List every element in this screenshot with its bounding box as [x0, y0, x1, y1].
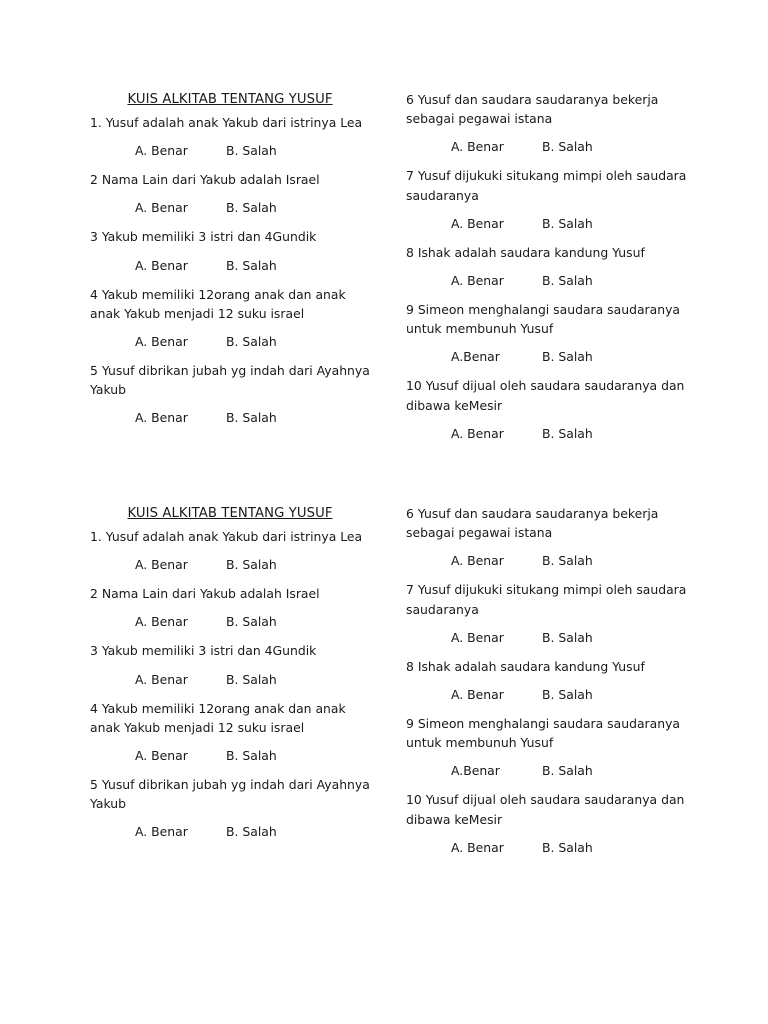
- question-4-options: [90, 746, 370, 765]
- question-2-options: [90, 198, 370, 217]
- option-b: B. Salah: [542, 687, 593, 703]
- question-10: 10 Yusuf dijual oleh saudara saudaranya dan dibawa keMesir: [406, 792, 685, 827]
- option-a: A. Benar: [135, 824, 188, 840]
- option-b: B. Salah: [542, 349, 593, 365]
- option-b: B. Salah: [542, 763, 593, 779]
- option-b: B. Salah: [226, 614, 277, 630]
- question-9-options: [406, 761, 696, 780]
- option-a: A. Benar: [135, 334, 188, 350]
- option-b: B. Salah: [226, 143, 277, 159]
- question-5-options: [90, 408, 370, 427]
- question-1-options: [90, 555, 370, 574]
- option-b: B. Salah: [226, 334, 277, 350]
- option-b: B. Salah: [542, 139, 593, 155]
- question-3: 3 Yakub memiliki 3 istri dan 4Gundik: [90, 643, 317, 659]
- question-7: 7 Yusuf dijukuki situkang mimpi oleh saudara saudaranya: [406, 582, 687, 617]
- option-a: A. Benar: [135, 614, 188, 630]
- option-b: B. Salah: [542, 553, 593, 569]
- option-a: A. Benar: [135, 200, 188, 216]
- question-8-options: [406, 271, 696, 290]
- question-10-options: [406, 838, 696, 857]
- question-4: 4 Yakub memiliki 12orang anak dan anak anak Yakub menjadi 12 suku israel: [90, 700, 346, 735]
- question-5-options: [90, 822, 370, 841]
- option-a: A. Benar: [451, 215, 504, 231]
- option-b: B. Salah: [542, 215, 593, 231]
- option-b: B. Salah: [226, 410, 277, 426]
- option-a: A.Benar: [451, 763, 500, 779]
- question-10-options: [406, 424, 696, 443]
- question-2: 2 Nama Lain dari Yakub adalah Israel: [90, 172, 320, 188]
- option-a: A. Benar: [135, 257, 188, 273]
- question-4-options: [90, 332, 370, 351]
- quiz-title: KUIS ALKITAB TENTANG YUSUF: [127, 506, 333, 521]
- question-1-options: [90, 141, 370, 160]
- option-a: A. Benar: [451, 273, 504, 289]
- question-8-options: [406, 685, 696, 704]
- option-b: B. Salah: [542, 273, 593, 289]
- question-5: 5 Yusuf dibrikan jubah yg indah dari Ayahnya Yakub: [90, 777, 370, 812]
- question-1: 1. Yusuf adalah anak Yakub dari istrinya Lea: [90, 115, 363, 130]
- option-b: B. Salah: [226, 257, 277, 273]
- option-b: B. Salah: [226, 824, 277, 840]
- option-a: A.Benar: [451, 349, 500, 365]
- option-b: B. Salah: [226, 748, 277, 764]
- quiz-title: KUIS ALKITAB TENTANG YUSUF: [127, 92, 333, 107]
- option-b: B. Salah: [226, 200, 277, 216]
- question-2: 2 Nama Lain dari Yakub adalah Israel: [90, 586, 320, 602]
- option-b: B. Salah: [542, 425, 593, 441]
- question-6-options: [406, 137, 696, 156]
- option-b: B. Salah: [542, 839, 593, 855]
- option-b: B. Salah: [226, 557, 277, 573]
- option-a: A. Benar: [135, 671, 188, 687]
- quiz-left-column: [90, 90, 370, 437]
- question-7-options: [406, 214, 696, 233]
- quiz-left-column: [90, 504, 370, 851]
- question-10: 10 Yusuf dijual oleh saudara saudaranya dan dibawa keMesir: [406, 378, 685, 413]
- question-1: 1. Yusuf adalah anak Yakub dari istrinya Lea: [90, 529, 363, 544]
- option-a: A. Benar: [451, 629, 504, 645]
- question-7-options: [406, 628, 696, 647]
- question-3-options: [90, 670, 370, 689]
- option-a: A. Benar: [135, 748, 188, 764]
- question-9: 9 Simeon menghalangi saudara saudaranya untuk membunuh Yusuf: [406, 716, 680, 751]
- question-3-options: [90, 256, 370, 275]
- question-4: 4 Yakub memiliki 12orang anak dan anak anak Yakub menjadi 12 suku israel: [90, 286, 346, 321]
- option-a: A. Benar: [135, 143, 188, 159]
- question-6-options: [406, 551, 696, 570]
- option-b: B. Salah: [226, 671, 277, 687]
- question-7: 7 Yusuf dijukuki situkang mimpi oleh saudara saudaranya: [406, 168, 687, 203]
- option-a: A. Benar: [135, 557, 188, 573]
- question-2-options: [90, 612, 370, 631]
- option-a: A. Benar: [451, 553, 504, 569]
- question-3: 3 Yakub memiliki 3 istri dan 4Gundik: [90, 229, 317, 245]
- question-8: 8 Ishak adalah saudara kandung Yusuf: [406, 244, 645, 260]
- question-6: 6 Yusuf dan saudara saudaranya bekerja sebagai pegawai istana: [406, 506, 659, 541]
- question-6: 6 Yusuf dan saudara saudaranya bekerja sebagai pegawai istana: [406, 92, 659, 127]
- question-5: 5 Yusuf dibrikan jubah yg indah dari Ayahnya Yakub: [90, 363, 370, 398]
- quiz-right-column: [406, 504, 696, 867]
- option-a: A. Benar: [451, 425, 504, 441]
- option-a: A. Benar: [451, 687, 504, 703]
- quiz-right-column: [406, 90, 696, 453]
- question-9-options: [406, 347, 696, 366]
- option-a: A. Benar: [135, 410, 188, 426]
- option-a: A. Benar: [451, 139, 504, 155]
- option-b: B. Salah: [542, 629, 593, 645]
- option-a: A. Benar: [451, 839, 504, 855]
- question-8: 8 Ishak adalah saudara kandung Yusuf: [406, 658, 645, 674]
- question-9: 9 Simeon menghalangi saudara saudaranya untuk membunuh Yusuf: [406, 302, 680, 337]
